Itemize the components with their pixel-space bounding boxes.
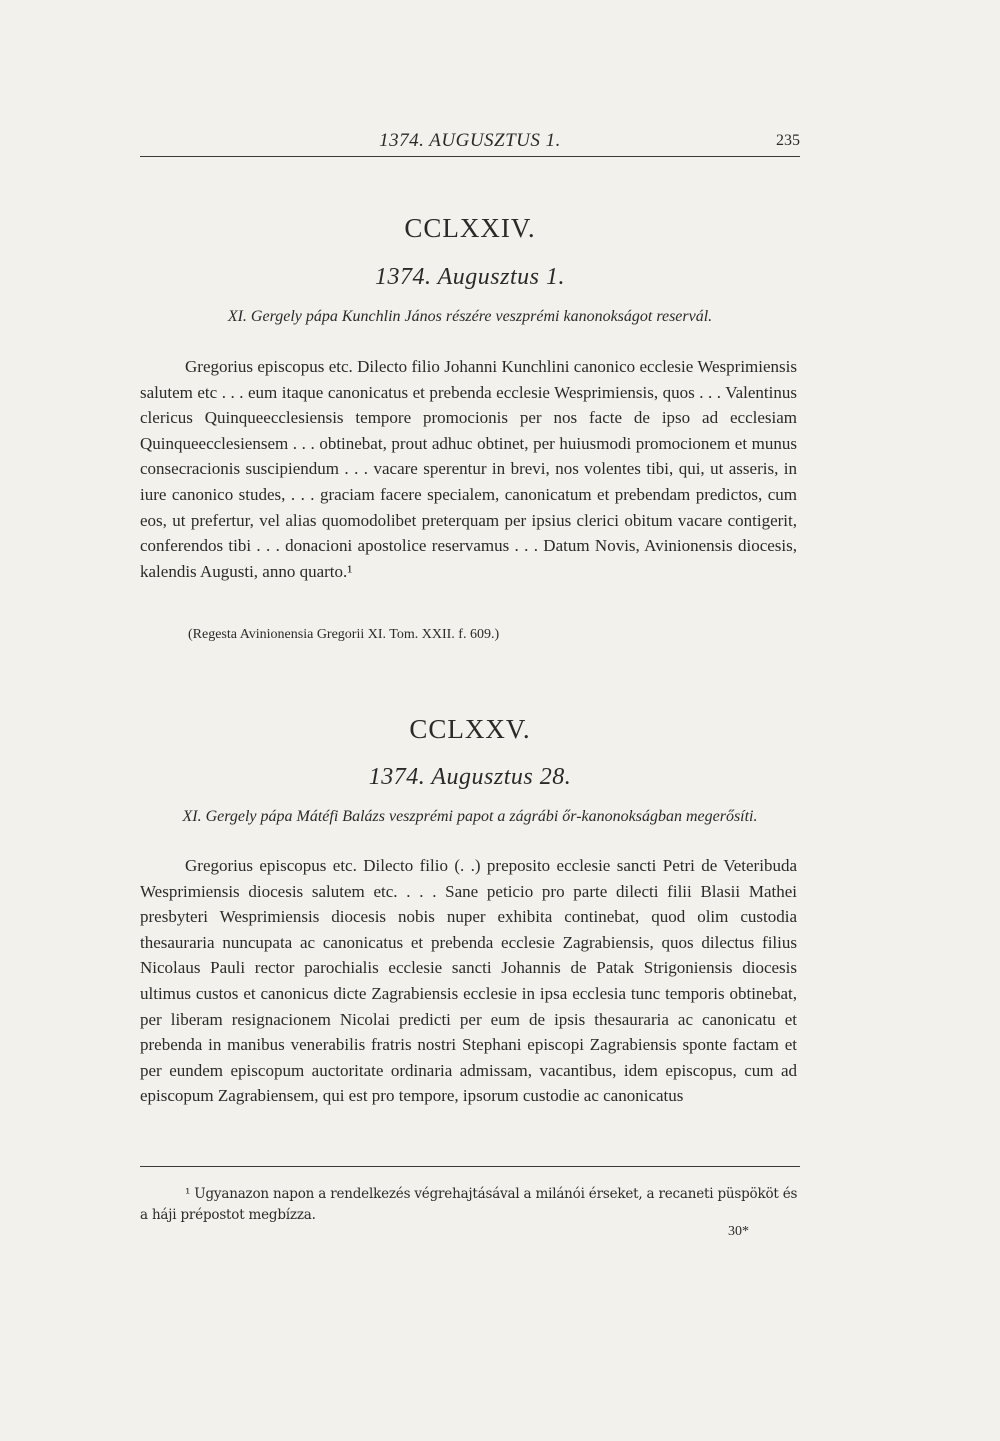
signature-mark: 30* xyxy=(728,1224,749,1239)
running-head xyxy=(140,126,800,157)
footnote: ¹ Ugyanazon napon a rendelkezés végrehajtásával a milánói érseket, a recaneti püspököt és a háji prépostot megbízza. xyxy=(140,1186,798,1223)
footnote-divider xyxy=(140,1166,800,1167)
document-text: Gregorius episcopus etc. Dilecto filio Johanni Kunchlini canonico ecclesie Wesprimiensis salutem etc . . . eum itaque canonicatus et prebenda ecclesie Wesprimiensis, quos . . . Valentinus clericus Quinqueecclesiensis tempore promocionis per nos facte de ipso ad ecclesiam Quinqueecclesiensem . . . obtinebat, prout adhuc obtinet, per huiusmodi promocionem et munus consecracionis suscipiendum . . . vacare sperentur in brevi, nos volentes tibi, qui, ut asseris, in iure canonico studes, . . . graciam facere specialem, canonicatum et prebendam predictos, cum eos, ut prefertur, vel alias quomodolibet preterquam per ipsius clerici obitum vacare contigerit, conferendos tibi . . . donacioni apostolice reservamus . . . Datum Novis, Avinionensis diocesis, kalendis Augusti, anno quarto.¹ xyxy=(140,357,797,581)
document-date: 1374. Augusztus 1. xyxy=(375,264,565,290)
document-summary: XI. Gergely pápa Kunchlin János részére veszprémi kanonokságot reservál. xyxy=(227,308,713,325)
source-reference: (Regesta Avinionensia Gregorii XI. Tom. XXII. f. 609.) xyxy=(188,627,500,642)
document-number: CCLXXV. xyxy=(409,714,531,744)
page-number: 235 xyxy=(776,132,800,149)
running-title: 1374. AUGUSZTUS 1. xyxy=(379,130,561,151)
document-text: Gregorius episcopus etc. Dilecto filio (. .) preposito ecclesie sancti Petri de Veteribuda Wesprimiensis diocesis salutem etc. . . . Sane peticio pro parte dilecti filii Blasii Mathei presbyteri Wesprimiensis diocesis nobis nuper exhibita continebat, quod olim custodia thesauraria nuncupata ac canonicatus et prebenda ecclesie Zagrabiensis, quos dilectus filius Nicolaus Pauli rector parochialis ecclesie sancti Johannis de Patak Strigoniensis diocesis ultimus custos et canonicus dicte Zagrabiensis ecclesie in ipsa ecclesia tunc temporis obtinebat, per liberam resignacionem Nicolai predicti per eum de ipsis thesauraria ac canonicatu et prebenda in manibus venerabilis fratris nostri Stephani episcopi Zagrabiensis sponte factam et per eundem episcopum auctoritate ordinaria admissam, vacantibus, idem episcopus, cum ad episcopum Zagrabiensem, qui est pro tempore, ipsorum custodie ac canonicatus xyxy=(140,856,797,1106)
document-number: CCLXXIV. xyxy=(404,213,536,243)
document-summary: XI. Gergely pápa Mátéfi Balázs veszprémi papot a zágrábi őr-kanonokságban megerősíti. xyxy=(182,808,758,825)
document-date: 1374. Augusztus 28. xyxy=(368,764,572,790)
